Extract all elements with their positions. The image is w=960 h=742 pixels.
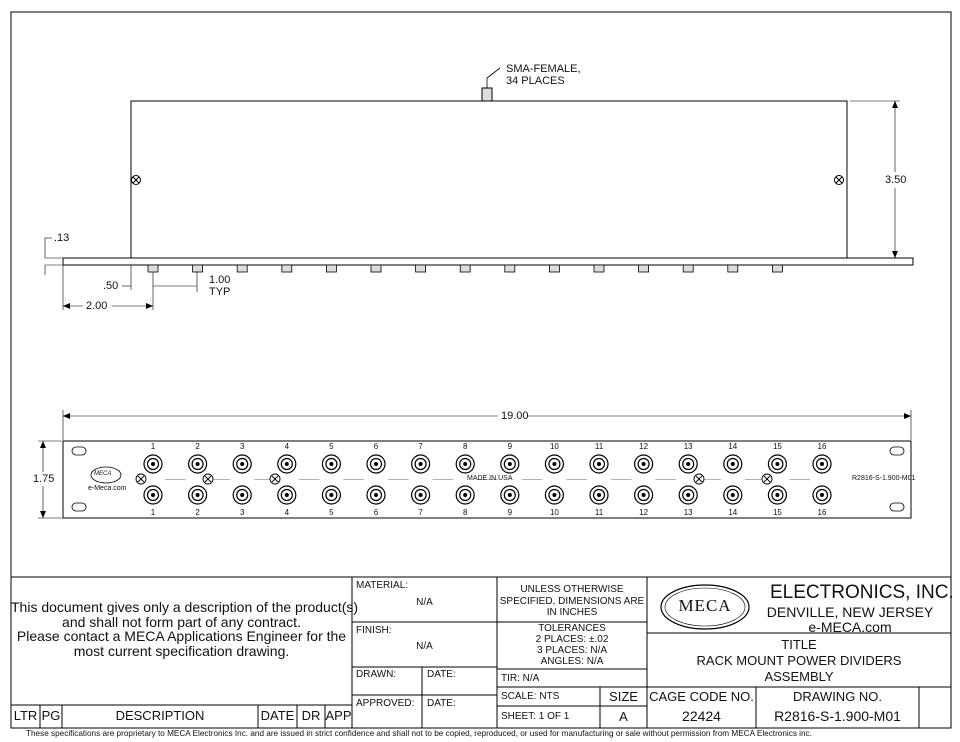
- side-connector: [282, 265, 292, 272]
- rack-slot-tr: [890, 447, 904, 455]
- finish-value: N/A: [416, 641, 433, 652]
- side-screw-left: [132, 176, 141, 185]
- sma-connector-top: [233, 455, 251, 473]
- tolerance-angles: ANGLES: N/A: [540, 656, 604, 667]
- side-connector: [326, 265, 336, 272]
- dim-pitch-label: 1.00: [209, 274, 231, 286]
- sma-connector-top: [322, 455, 340, 473]
- notice-line1: This document gives only a description of the product(s): [11, 599, 359, 615]
- side-connector: [371, 265, 381, 272]
- bottom-port-number: 3: [239, 508, 245, 517]
- sma-leader-2: [487, 68, 500, 78]
- side-connector: [683, 265, 693, 272]
- sma-connector-bottom: [233, 486, 251, 504]
- sma-connector-bottom: [144, 486, 162, 504]
- notice-line4: most current specification drawing.: [73, 643, 290, 659]
- arrow-200-left: [63, 303, 70, 309]
- tolerances-title: TOLERANCES: [538, 623, 606, 634]
- sma-connector-top: [768, 455, 786, 473]
- side-connector: [193, 265, 203, 272]
- title-line1: RACK MOUNT POWER DIVIDERS: [696, 653, 902, 668]
- arrow-down: [892, 251, 898, 258]
- top-port-number: 11: [594, 442, 604, 451]
- panel-screw-icon: [762, 474, 772, 484]
- arrow-175-up: [40, 441, 46, 448]
- dim-offset-label: 2.00: [86, 300, 108, 312]
- side-screw-right: [835, 176, 844, 185]
- panel-logo-text: MECA: [94, 471, 112, 477]
- drawn-label: DRAWN:: [356, 669, 397, 680]
- top-port-number: 8: [462, 442, 468, 451]
- sma-connector-bottom: [679, 486, 697, 504]
- panel-screw-icon: [136, 474, 146, 484]
- size-label: SIZE: [609, 689, 638, 704]
- material-label: MATERIAL:: [356, 580, 409, 591]
- company-name: ELECTRONICS, INC.: [770, 582, 954, 603]
- bottom-port-number: 2: [195, 508, 200, 517]
- sma-connector-top: [412, 455, 430, 473]
- drawing-number-label: DRAWING NO.: [792, 689, 883, 704]
- top-port-number: 2: [195, 442, 200, 451]
- top-port-number: 4: [284, 442, 290, 451]
- notice-line2: and shall not form part of any contract.: [62, 614, 301, 630]
- sma-connector-top: [635, 455, 653, 473]
- cage-code-value: 22424: [682, 708, 721, 724]
- proprietary-footer: These specifications are proprietary to MECA Electronics Inc. and are issued in strict confidence and shall not to be copied, reproduced, or used for manufacturing or sale without permission from MECA Electronics inc.: [26, 729, 812, 738]
- bottom-port-number: 4: [284, 508, 290, 517]
- side-connector: [237, 265, 247, 272]
- rack-slot-br: [890, 503, 904, 511]
- unless-line3: IN INCHES: [546, 607, 598, 618]
- sma-connector-bottom: [635, 486, 653, 504]
- bottom-port-number: 15: [772, 508, 782, 517]
- sma-connector-bottom: [322, 486, 340, 504]
- rev-dr-header: DR: [301, 708, 321, 723]
- top-port-number: 15: [772, 442, 782, 451]
- top-port-number: 5: [329, 442, 334, 451]
- bottom-port-number: 12: [639, 508, 649, 517]
- sma-connector-bottom: [456, 486, 474, 504]
- sma-connector-top: [367, 455, 385, 473]
- bottom-port-number: 11: [594, 508, 604, 517]
- side-connector: [549, 265, 559, 272]
- company-city: DENVILLE, NEW JERSEY: [766, 604, 934, 620]
- top-port-number: 3: [239, 442, 245, 451]
- side-view-connectors: [148, 265, 782, 272]
- top-port-number: 1: [150, 442, 156, 451]
- tolerance-3places: 3 PLACES: N/A: [536, 645, 608, 656]
- rack-slot-bl: [72, 503, 86, 511]
- rack-slot-tl: [72, 447, 86, 455]
- bottom-port-number: 5: [329, 508, 334, 517]
- top-port-number: 9: [507, 442, 513, 451]
- top-port-number: 6: [373, 442, 379, 451]
- unless-line1: UNLESS OTHERWISE: [520, 584, 624, 595]
- dim-height-label: 3.50: [885, 174, 907, 186]
- rev-description-header: DESCRIPTION: [115, 708, 205, 723]
- sma-connector-top: [189, 455, 207, 473]
- sma-connector-top: [679, 455, 697, 473]
- top-port-number: 7: [418, 442, 423, 451]
- panel-part-mark: R2816-S-1.900-M01: [852, 475, 916, 482]
- sma-connector-bottom: [367, 486, 385, 504]
- sma-connector-bottom: [545, 486, 563, 504]
- sma-connector-top: [813, 455, 831, 473]
- title-line2: ASSEMBLY: [764, 669, 834, 684]
- rev-pg-header: PG: [41, 708, 61, 723]
- arrow-175-down: [40, 511, 46, 518]
- arrow-19-left: [63, 413, 70, 419]
- rev-ltr-header: LTR: [13, 708, 38, 723]
- dim-panel-height-label: 1.75: [33, 473, 55, 485]
- meca-logo-text: MECA: [678, 596, 732, 615]
- title-label: TITLE: [781, 637, 817, 652]
- bottom-port-number: 8: [462, 508, 468, 517]
- drawing-number-value: R2816-S-1.900-M01: [774, 708, 901, 724]
- side-connector: [594, 265, 604, 272]
- material-value: N/A: [416, 597, 433, 608]
- top-port-number: 16: [817, 442, 827, 451]
- tir-value: TIR: N/A: [501, 673, 540, 684]
- top-port-number: 14: [728, 442, 738, 451]
- size-value: A: [619, 709, 628, 724]
- sma-connector-top: [590, 455, 608, 473]
- tolerance-2places: 2 PLACES: ±.02: [535, 634, 609, 645]
- sma-callout-line1: SMA-FEMALE,: [506, 63, 581, 75]
- sma-connector-top: [545, 455, 563, 473]
- housing-side-view: [131, 101, 847, 258]
- bottom-port-number: 10: [549, 508, 559, 517]
- sma-connector-bottom: [501, 486, 519, 504]
- sma-connector-top: [724, 455, 742, 473]
- top-port-number: 12: [639, 442, 649, 451]
- dim-pitch-typ-label: TYP: [209, 286, 231, 298]
- base-plate: [63, 258, 913, 265]
- drawn-date-label: DATE:: [427, 669, 456, 680]
- bottom-port-number: 14: [728, 508, 738, 517]
- top-port-number: 10: [549, 442, 559, 451]
- top-sma-connector: [482, 88, 492, 101]
- side-connector: [772, 265, 782, 272]
- dim-width-label: 19.00: [501, 410, 529, 422]
- sma-connector-top: [456, 455, 474, 473]
- top-port-number: 13: [683, 442, 693, 451]
- bottom-port-number: 6: [373, 508, 379, 517]
- scale-value: SCALE: NTS: [501, 691, 560, 702]
- arrow-200-right: [146, 303, 153, 309]
- sma-callout-line2: 34 PLACES: [506, 75, 565, 87]
- dim-first-conn-label: .50: [103, 280, 119, 292]
- sma-connector-bottom: [278, 486, 296, 504]
- side-connector: [460, 265, 470, 272]
- approved-date-label: DATE:: [427, 698, 456, 709]
- side-connector: [639, 265, 649, 272]
- sma-connector-bottom: [412, 486, 430, 504]
- sma-connector-bottom: [724, 486, 742, 504]
- panel-screw-icon: [270, 474, 280, 484]
- sma-connector-top: [144, 455, 162, 473]
- sma-connector-bottom: [813, 486, 831, 504]
- finish-label: FINISH:: [356, 625, 392, 636]
- arrow-up: [892, 101, 898, 108]
- bottom-port-number: 1: [150, 508, 156, 517]
- cage-code-label: CAGE CODE NO.: [649, 689, 754, 704]
- made-in-usa-label: MADE IN USA: [467, 475, 513, 482]
- sma-connector-top: [278, 455, 296, 473]
- notice-line3: Please contact a MECA Applications Engineer for the: [16, 628, 347, 644]
- side-connector: [416, 265, 426, 272]
- sma-connector-bottom: [590, 486, 608, 504]
- approved-label: APPROVED:: [356, 698, 415, 709]
- arrow-19-right: [904, 413, 911, 419]
- bottom-port-number: 7: [418, 508, 423, 517]
- sma-connector-bottom: [189, 486, 207, 504]
- sheet-value: SHEET: 1 OF 1: [501, 711, 570, 722]
- sma-connector-top: [501, 455, 519, 473]
- bottom-port-number: 9: [507, 508, 513, 517]
- bottom-port-number: 13: [683, 508, 693, 517]
- panel-logo-url: e-Meca.com: [88, 485, 127, 492]
- unless-line2: SPECIFIED, DIMENSIONS ARE: [499, 596, 645, 607]
- company-web: e-MECA.com: [808, 619, 892, 635]
- side-connector: [148, 265, 158, 272]
- rev-date-header: DATE: [260, 708, 295, 723]
- panel-screw-icon: [694, 474, 704, 484]
- rev-app-header: APP: [325, 708, 352, 723]
- panel-screw-icon: [203, 474, 213, 484]
- dim-thickness-label: .13: [54, 232, 70, 244]
- bottom-port-number: 16: [817, 508, 827, 517]
- side-connector: [728, 265, 738, 272]
- sma-connector-bottom: [768, 486, 786, 504]
- side-connector: [505, 265, 515, 272]
